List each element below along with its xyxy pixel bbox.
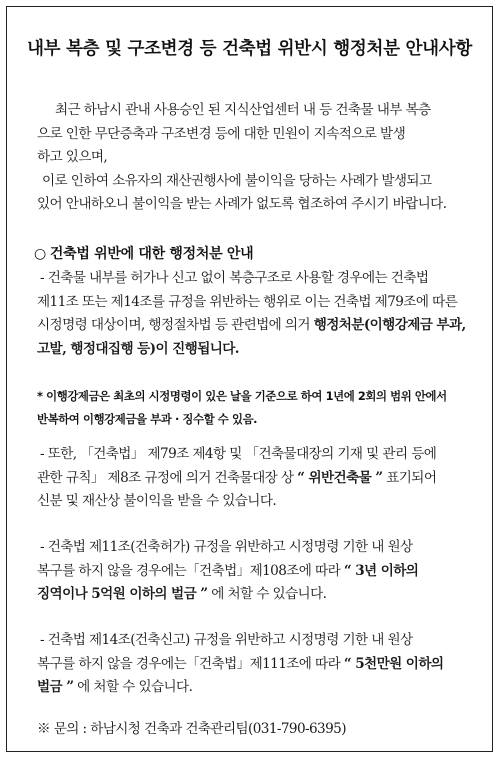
permit-paragraph xyxy=(37,536,477,607)
section-heading-text: 건축법 위반에 대한 행정처분 안내 xyxy=(49,246,254,262)
intro-line: 으로 인한 무단증축과 구조변경 등에 대한 민원이 지속적으로 발생 xyxy=(37,125,406,142)
note-line: * 이행강제금은 최초의 시정명령이 있은 날을 기준으로 하여 1년에 2회의 범위 안에서 xyxy=(37,389,447,403)
report-paragraph xyxy=(37,629,477,700)
contact-info: ※ 문의 : 하남시청 건축과 건축관리팀(031-790-6395) xyxy=(37,721,346,737)
note-line: 반복하여 이행강제금을 부과 · 징수할 수 있음. xyxy=(37,412,258,426)
intro-line: 최근 하남시 관내 사용승인 된 지식산업센터 내 등 건축물 내부 복층 xyxy=(55,102,431,118)
paragraph-line: - 건축법 제11조(건축허가) 규정을 위반하고 시정명령 기한 내 원상 xyxy=(40,539,413,555)
penalty-highlight: “ 5천만원 이하의 xyxy=(343,655,444,672)
paragraph-line: 시정명령 대상이며, 행정절차법 등 관련법에 의거 행정처분(이행강제금 부과, xyxy=(37,317,466,333)
paragraph-line: - 건축법 제14조(건축신고) 규정을 위반하고 시정명령 기한 내 원상 xyxy=(40,632,413,648)
penalty-highlight: 벌금 ” xyxy=(37,679,74,695)
penalty-highlight: “ 3년 이하의 xyxy=(343,562,419,579)
penalty-highlight: 행정처분(이행강제금 부과, xyxy=(313,317,466,333)
paragraph-line: 복구를 하지 않을 경우에는「건축법」제108조에 따라 “ 3년 이하의 xyxy=(37,562,419,579)
intro-paragraph xyxy=(37,99,477,217)
paragraph-line: 벌금 ” 에 처할 수 있습니다. xyxy=(37,679,193,695)
penalty-highlight: 징역이나 5억원 이하의 벌금 ” xyxy=(37,586,208,602)
paragraph-line: - 또한, 「건축법」 제79조 제4항 및 「건축물대장의 기재 및 관리 등에 xyxy=(40,446,437,462)
paragraph-line: 제11조 또는 제14조를 규정을 위반하는 행위로 이는 건축법 제79조에 따른 xyxy=(37,293,458,310)
register-paragraph xyxy=(37,443,477,514)
paragraph-line: - 건축물 내부를 허가나 신고 없이 복층구조로 사용할 경우에는 건축법 xyxy=(40,270,429,286)
violation-paragraph xyxy=(37,267,477,361)
intro-line: 있어 안내하오니 불이익을 받는 사례가 없도록 협조하여 주시기 바랍니다. xyxy=(37,196,447,212)
paragraph-line: 징역이나 5억원 이하의 벌금 ” 에 처할 수 있습니다. xyxy=(37,586,327,602)
penalty-highlight: 고발, 행정대집행 등)이 진행됩니다. xyxy=(37,340,239,357)
section-heading xyxy=(34,243,253,263)
enforcement-fee-note xyxy=(37,385,477,431)
document-frame xyxy=(6,6,493,752)
intro-line: 하고 있으며, xyxy=(37,149,108,165)
violation-building-label: “ 위반건축물 ” xyxy=(297,469,383,486)
intro-line: 이로 인하여 소유자의 재산권행사에 불이익을 당하는 사례가 발생되고 xyxy=(42,172,432,189)
paragraph-line: 신분 및 재산상 불이익을 받을 수 있습니다. xyxy=(37,493,277,509)
paragraph-line: 관한 규칙」 제8조 규정에 의거 건축물대장 상 “ 위반건축물 ” 표기되어 xyxy=(37,469,437,486)
paragraph-line: 복구를 하지 않을 경우에는「건축법」제111조에 따라 “ 5천만원 이하의 xyxy=(37,655,444,672)
document-title: 내부 복층 및 구조변경 등 건축법 위반시 행정처분 안내사항 xyxy=(27,39,472,59)
circle-bullet-icon: ○ xyxy=(34,246,46,262)
